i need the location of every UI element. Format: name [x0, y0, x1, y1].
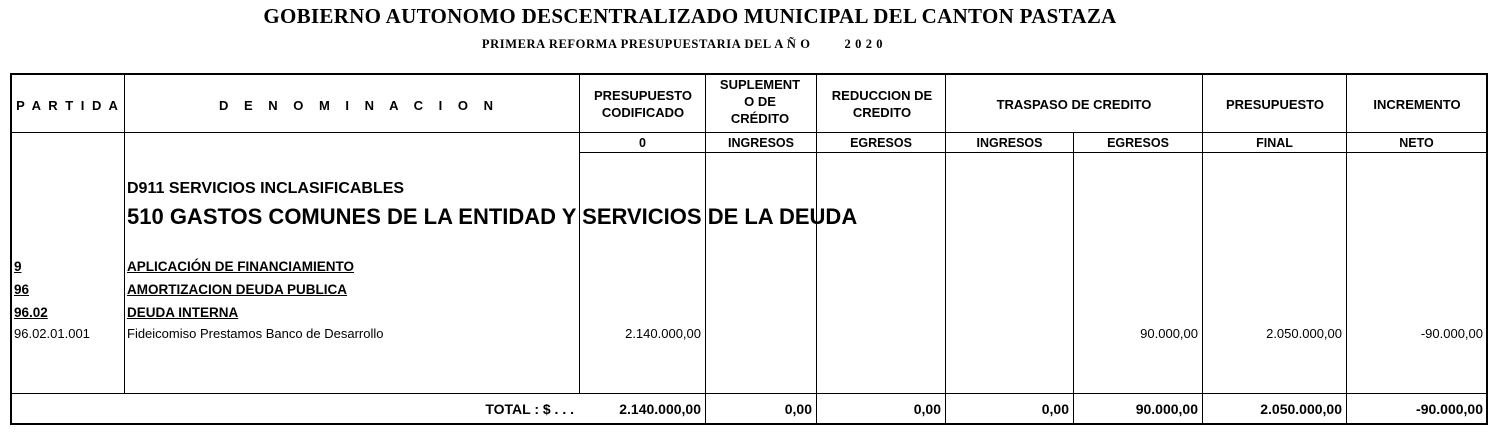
col-partida: P A R T I D A	[16, 98, 120, 113]
row-partida: 96.02	[14, 305, 48, 320]
row-presupuesto-codificado: 2.140.000,00	[625, 326, 701, 341]
subtitle-year: 2 0 2 0	[844, 37, 884, 51]
sub-presupuesto-codificado: 0	[639, 136, 646, 150]
total-presupuesto-final: 2.050.000,00	[1260, 401, 1342, 417]
sub-suplemento: INGRESOS	[728, 136, 794, 150]
sub-traspaso-egresos: EGRESOS	[1107, 136, 1169, 150]
col-reduccion-credito: REDUCCION DE CREDITO	[831, 88, 933, 120]
row-denominacion: APLICACIÓN DE FINANCIAMIENTO	[127, 259, 355, 274]
col-presupuesto-final: PRESUPUESTO	[1225, 97, 1324, 112]
program-title: 510 GASTOS COMUNES DE LA ENTIDAD Y SERVICIOS DE LA DEUDA	[127, 204, 858, 229]
budget-table	[10, 73, 1488, 425]
col-suplemento-credito: SUPLEMENT O DE CRÉDITO	[719, 77, 801, 126]
col-traspaso-credito: TRASPASO DE CREDITO	[996, 97, 1152, 112]
row-partida: 96	[14, 282, 30, 297]
row-incremento-neto: -90.000,00	[1420, 326, 1483, 341]
row-partida: 9	[14, 259, 22, 274]
total-reduccion: 0,00	[913, 401, 941, 417]
row-traspaso-egresos: 90.000,00	[1140, 326, 1198, 341]
row-partida: 96.02.01.001	[14, 326, 90, 341]
row-denominacion: DEUDA INTERNA	[127, 305, 239, 320]
row-denominacion: AMORTIZACION DEUDA PUBLICA	[127, 282, 347, 297]
document-subtitle	[0, 37, 1365, 52]
document-title: GOBIERNO AUTONOMO DESCENTRALIZADO MUNICIPAL DEL CANTON PASTAZA	[263, 4, 1117, 28]
sub-traspaso-ingresos: INGRESOS	[976, 136, 1043, 150]
total-incremento-neto: -90.000,00	[1416, 401, 1483, 417]
col-denominacion: D E N O M I N A C I O N	[218, 98, 500, 113]
row-denominacion: Fideicomiso Prestamos Banco de Desarrollo	[127, 326, 384, 341]
section-code: D911 SERVICIOS INCLASIFICABLES	[127, 180, 405, 197]
col-incremento: INCREMENTO	[1373, 97, 1461, 112]
total-traspaso-ingresos: 0,00	[1041, 401, 1069, 417]
sub-reduccion: EGRESOS	[850, 136, 912, 150]
sub-incremento: NETO	[1399, 136, 1434, 150]
total-suplemento: 0,00	[784, 401, 812, 417]
total-presupuesto-codificado: 2.140.000,00	[619, 401, 701, 417]
subtitle-label: PRIMERA REFORMA PRESUPUESTARIA DEL A Ñ O	[481, 37, 811, 51]
sub-presupuesto-final: FINAL	[1256, 136, 1293, 150]
total-traspaso-egresos: 90.000,00	[1135, 401, 1198, 417]
col-presupuesto-codificado: PRESUPUESTO CODIFICADO	[593, 88, 692, 120]
row-presupuesto-final: 2.050.000,00	[1266, 326, 1342, 341]
total-label: TOTAL : $ . . .	[485, 401, 574, 417]
